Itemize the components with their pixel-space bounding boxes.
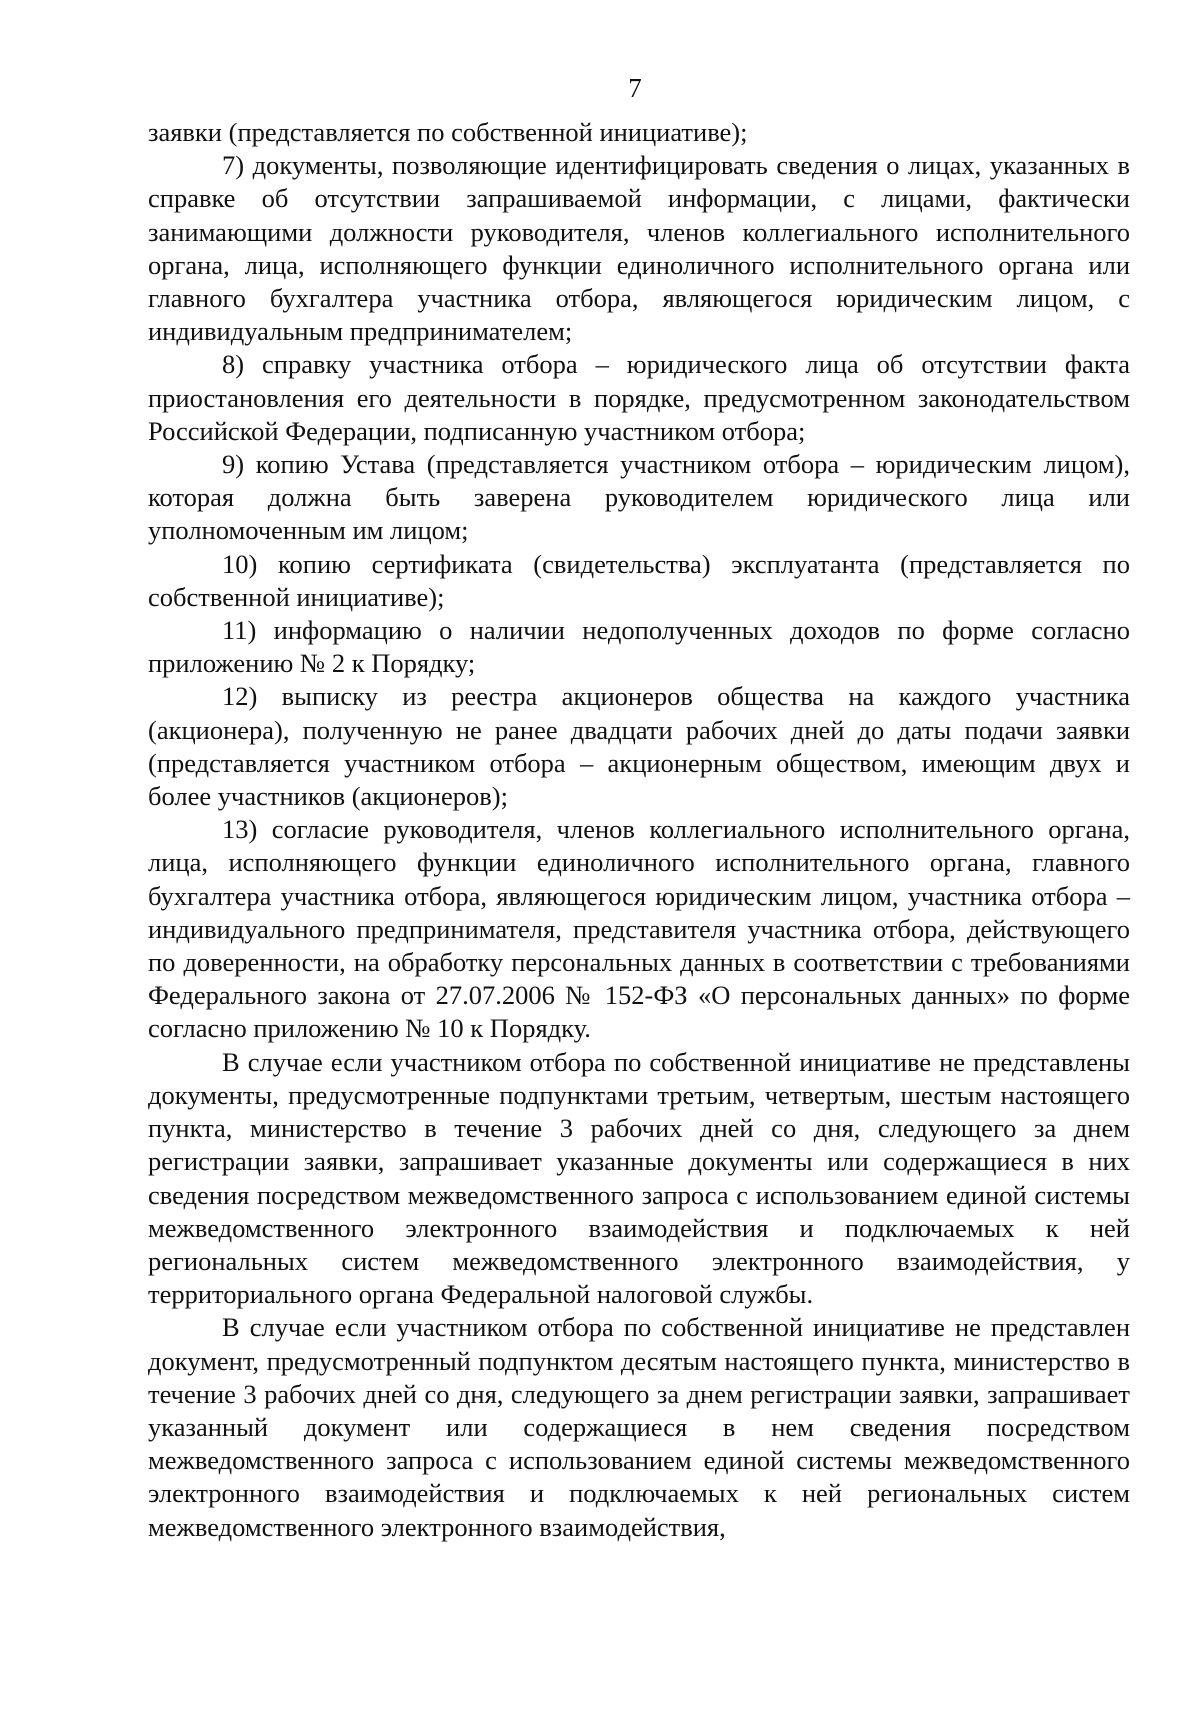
page-number: 7 bbox=[628, 73, 642, 103]
paragraph-certificate-request: В случае если участником отбора по собственной инициативе не представлен документ, предусмотренный подпунктом десятым настоящего пункта, министерство в течение 3 рабочих дней со дня, следующего за днем регистрации заявки, запрашивает указанный документ или содержащиеся в нем сведения посредством межведомственного запроса с использованием единой системы межведомственного электронного взаимодействия и подключаемых к ней региональных систем межведомственного электронного взаимодействия, bbox=[148, 1312, 1130, 1542]
paragraph-item-11: 11) информацию о наличии недополученных доходов по форме согласно приложению № 2 к Порядку; bbox=[148, 615, 1130, 679]
paragraph-item-9: 9) копию Устава (представляется участником отбора – юридическим лицом), которая должна быть заверена руководителем юридического лица или уполномоченным им лицом; bbox=[148, 449, 1130, 546]
paragraph-item-8: 8) справку участника отбора – юридического лица об отсутствии факта приостановления его деятельности в порядке, предусмотренном законодательством Российской Федерации, подписанную участником отбора; bbox=[148, 349, 1130, 446]
paragraph-item-12: 12) выписку из реестра акционеров общества на каждого участника (акционера), полученную не ранее двадцати рабочих дней до даты подачи заявки (представляется участником отбора – акционерным обществом, имеющим двух и более участников (акционеров); bbox=[148, 681, 1130, 812]
paragraph-item-10: 10) копию сертификата (свидетельства) эксплуатанта (представляется по собственной инициативе); bbox=[148, 548, 1130, 612]
paragraph-item-7: 7) документы, позволяющие идентифицировать сведения о лицах, указанных в справке об отсутствии запрашиваемой информации, с лицами, фактически занимающими должности руководителя, членов коллегиального исполнительного органа, лица, исполняющего функции единоличного исполнительного органа или главного бухгалтера участника отбора, являющегося юридическим лицом, с индивидуальным предпринимателем; bbox=[148, 150, 1130, 347]
paragraph-item-13: 13) согласие руководителя, членов коллегиального исполнительного органа, лица, исполняющего функции единоличного исполнительного органа, главного бухгалтера участника отбора, являющегося юридическим лицом, участника отбора – индивидуального предпринимателя, представителя участника отбора, действующего по доверенности, на обработку персональных данных в соответствии с требованиями Федерального закона от 27.07.2006 № 152-ФЗ «О персональных данных» по форме согласно приложению № 10 к Порядку. bbox=[148, 814, 1130, 1044]
paragraph-continuation: заявки (представляется по собственной инициативе); bbox=[148, 117, 748, 147]
paragraph-tax-request: В случае если участником отбора по собственной инициативе не представлены документы, предусмотренные подпунктами третьим, четвертым, шестым настоящего пункта, министерство в течение 3 рабочих дней со дня, следующего за днем регистрации заявки, запрашивает указанные документы или содержащиеся в них сведения посредством межведомственного запроса с использованием единой системы межведомственного электронного взаимодействия и подключаемых к ней региональных систем межведомственного электронного взаимодействия, у территориального органа Федеральной налоговой службы. bbox=[148, 1046, 1130, 1310]
document-body bbox=[148, 116, 1130, 1544]
